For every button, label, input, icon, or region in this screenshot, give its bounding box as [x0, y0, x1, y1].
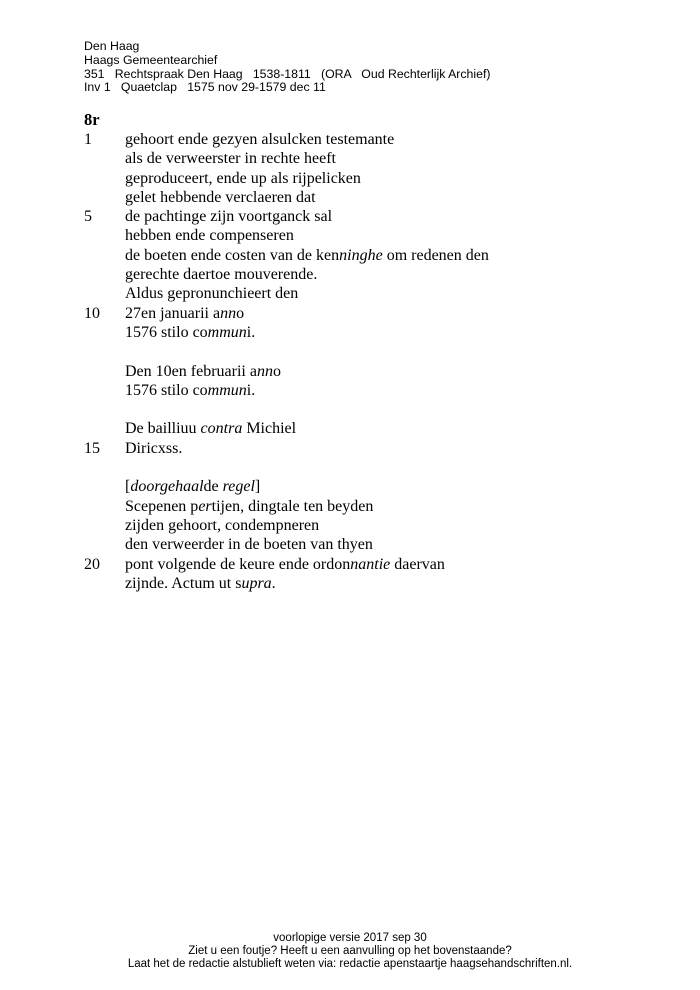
document-header: [84, 40, 490, 95]
transcript-line: [84, 265, 318, 284]
text-segment: pont volgende de keure ende ordon: [125, 555, 351, 573]
transcript-line: [84, 516, 320, 535]
line-text: [125, 169, 361, 188]
folio-label: 8r: [84, 110, 100, 129]
text-segment: de: [203, 478, 223, 496]
transcript-line: [84, 169, 361, 188]
document-footer: [0, 932, 700, 971]
line-text: [125, 439, 182, 458]
line-text: [125, 574, 276, 593]
transcript-line: [84, 439, 183, 458]
expanded-abbreviation: nantie: [350, 555, 391, 573]
blank-line: [84, 342, 100, 361]
line-text: [125, 555, 445, 574]
text-segment: De bailliuu: [125, 420, 201, 438]
text-segment: om redenen den: [382, 246, 489, 264]
transcript-line: [84, 362, 281, 381]
expanded-abbreviation: er: [198, 497, 212, 515]
text-segment: gehoort ende gezyen alsulcken testemante: [125, 131, 395, 148]
text-segment: Scepenen p: [125, 497, 199, 515]
line-text: [125, 362, 281, 381]
transcript-line: [84, 477, 261, 496]
transcript-line: [84, 207, 333, 226]
transcript-lines: [84, 130, 489, 593]
expanded-abbreviation: contra: [200, 420, 243, 438]
line-number: 15: [84, 439, 100, 457]
text-segment: Michiel: [242, 420, 297, 438]
transcript-line: [84, 188, 316, 207]
text-segment: gerechte daertoe mouverende.: [125, 266, 318, 284]
transcript-line: [84, 304, 245, 323]
text-segment: hebben ende compenseren: [125, 227, 294, 245]
text-segment: i.: [246, 381, 256, 399]
line-text: [125, 497, 373, 516]
header-collection: 351 Rechtspraak Den Haag 1538-1811 (ORA Oud Rechterlijk Archief): [84, 66, 491, 81]
transcript-line: [84, 149, 336, 168]
line-text: [125, 535, 373, 554]
text-segment: Aldus gepronunchieert den: [125, 285, 299, 303]
text-segment: de pachtinge zijn voortganck sal: [125, 208, 333, 226]
text-segment: .: [271, 574, 276, 592]
transcript-line: [84, 323, 256, 342]
text-segment: daervan: [390, 555, 445, 573]
transcript-line: [84, 555, 445, 574]
text-segment: ]: [254, 478, 261, 496]
transcript-line: [84, 246, 489, 265]
transcript-line: [84, 284, 299, 303]
transcript-line: [84, 419, 297, 438]
blank-line: [84, 400, 100, 419]
text-segment: 1576 stilo co: [125, 381, 208, 399]
expanded-abbreviation: mmun: [207, 323, 247, 341]
transcript: [84, 110, 489, 593]
text-segment: tijen, dingtale ten beyden: [211, 497, 374, 515]
line-number: 20: [84, 555, 100, 573]
text-segment: als de verweerster in rechte heeft: [125, 150, 336, 168]
transcript-line: [84, 130, 395, 149]
line-text: [125, 304, 244, 323]
header-city: Den Haag: [84, 39, 140, 53]
expanded-abbreviation: nn: [220, 304, 237, 322]
header-archive: Haags Gemeentearchief: [84, 52, 218, 67]
expanded-abbreviation: upra: [241, 574, 272, 592]
text-segment: i.: [246, 323, 256, 341]
line-number: 10: [84, 304, 100, 322]
line-text: [125, 516, 319, 535]
text-segment: zijden gehoort, condempneren: [125, 516, 320, 534]
expanded-abbreviation: mmun: [207, 381, 247, 399]
line-text: [125, 284, 298, 303]
line-text: [125, 149, 336, 168]
expanded-abbreviation: ninghe: [339, 246, 383, 264]
footer-question: Ziet u een foutje? Heeft u een aanvulling op het bovenstaande?: [188, 945, 512, 957]
transcript-line: [84, 574, 276, 593]
line-number: 1: [84, 131, 92, 148]
text-segment: [: [125, 478, 131, 496]
expanded-abbreviation: regel: [222, 478, 255, 496]
expanded-abbreviation: doorgehaal: [130, 478, 204, 496]
line-text: [125, 323, 255, 342]
line-text: [125, 477, 260, 496]
text-segment: de boeten ende costen van de ken: [125, 246, 340, 264]
text-segment: gelet hebbende verclaeren dat: [125, 188, 316, 206]
line-text: [125, 419, 296, 438]
line-text: [125, 188, 316, 207]
line-text: [125, 207, 332, 226]
transcript-line: [84, 226, 294, 245]
header-inventory: Inv 1 Quaetclap 1575 nov 29-1579 dec 11: [84, 80, 326, 95]
line-text: [125, 226, 294, 245]
transcript-line: [84, 535, 373, 554]
text-segment: 1576 stilo co: [125, 323, 208, 341]
footer-version: voorlopige versie 2017 sep 30: [273, 932, 427, 944]
line-text: [125, 265, 317, 284]
text-segment: zijnde. Actum ut s: [125, 574, 242, 592]
line-text: [125, 381, 255, 400]
blank-line: [84, 458, 100, 477]
line-number: 5: [84, 208, 92, 226]
transcript-line: [84, 381, 256, 400]
expanded-abbreviation: nn: [256, 362, 273, 380]
text-segment: o: [272, 362, 281, 380]
text-segment: Diricxss.: [125, 439, 183, 457]
line-text: [125, 246, 489, 265]
text-segment: o: [236, 304, 245, 322]
line-text: [125, 130, 394, 149]
transcript-line: [84, 497, 374, 516]
footer-contact: Laat het de redactie alstublieft weten via: redactie apenstaartje haagsehandschriften.nl.: [127, 958, 573, 970]
text-segment: Den 10en februarii a: [125, 362, 257, 380]
text-segment: den verweerder in de boeten van thyen: [125, 536, 373, 554]
text-segment: 27en januarii a: [125, 304, 221, 322]
text-segment: geproduceert, ende up als rijpelicken: [125, 169, 361, 187]
